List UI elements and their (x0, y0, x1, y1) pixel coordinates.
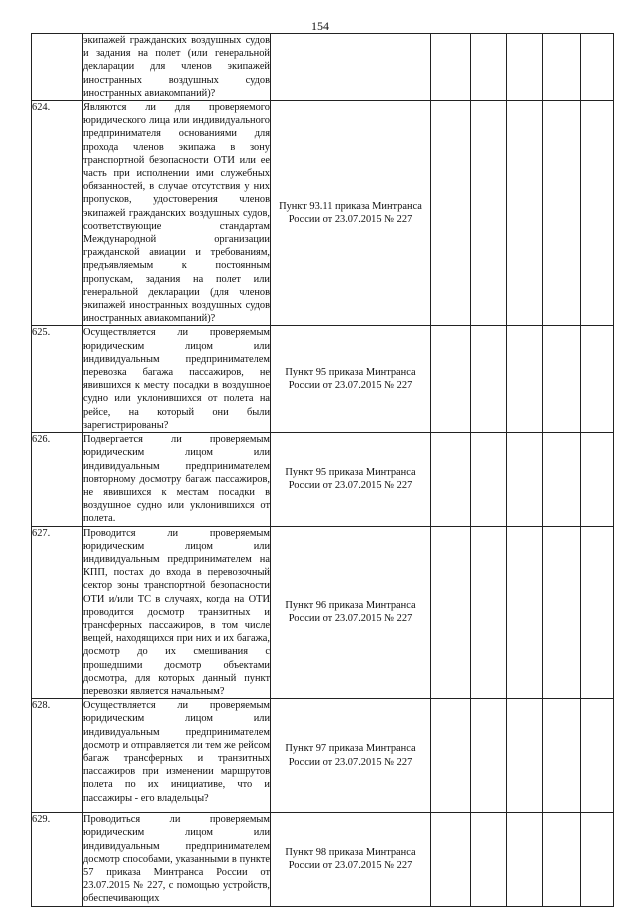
answer-cell-no[interactable] (471, 326, 507, 433)
answer-cell-other[interactable] (543, 34, 581, 101)
question-text: Проводится ли проверяемым юридическим лицом или индивидуальным предпринимателем на КПП, постах до входа в перевозочный сектор зоны транспортной безопасности ОТИ и/или ТС в случаях, когда на ОТИ проводится досмотр транзитных и трансферных пассажиров, в том числе вещей, находящихся при них и их багажа, досмотр до их смешивания с прошедшими досмотр объектами досмотра, для которых данный пункт перевозки является начальным? (83, 527, 270, 697)
page-number: 154 (311, 19, 329, 33)
question-text: экипажей гражданских воздушных судов и задания на полет (или генеральной декларации для членов экипажей иностранных воздушных судов иностранных авиакомпаний)? (83, 35, 270, 99)
legal-reference: Пункт 97 приказа Минтранса России от 23.07.2015 № 227 (271, 699, 431, 813)
question-text: Проводиться ли проверяемым юридическим лицом или индивидуальным предпринимателем досмотр способами, указанными в пункте 57 приказа Минтранса России от 23.07.2015 № 227, с помощью устройств, обеспечивающих (83, 814, 270, 905)
answer-cell-no[interactable] (471, 433, 507, 526)
row-number: 626. (32, 433, 83, 526)
table-row (32, 101, 614, 326)
notes-cell[interactable] (581, 433, 614, 526)
answer-cell-other[interactable] (543, 326, 581, 433)
checklist-table (31, 33, 614, 907)
answer-cell-other[interactable] (543, 526, 581, 699)
row-number: 629. (32, 813, 83, 906)
answer-cell-no[interactable] (471, 699, 507, 813)
notes-cell[interactable] (581, 326, 614, 433)
table-row (32, 699, 614, 813)
row-number: 625. (32, 326, 83, 433)
row-number: 628. (32, 699, 83, 813)
answer-cell-no[interactable] (471, 101, 507, 326)
table-row (32, 813, 614, 906)
answer-cell-no[interactable] (471, 813, 507, 906)
table-row (32, 326, 614, 433)
legal-reference: Пункт 95 приказа Минтранса России от 23.07.2015 № 227 (271, 433, 431, 526)
answer-cell-other[interactable] (543, 699, 581, 813)
answer-cell-no[interactable] (471, 526, 507, 699)
answer-cell-yes[interactable] (431, 526, 471, 699)
notes-cell[interactable] (581, 34, 614, 101)
notes-cell[interactable] (581, 699, 614, 813)
notes-cell[interactable] (581, 813, 614, 906)
legal-reference: Пункт 95 приказа Минтранса России от 23.07.2015 № 227 (271, 326, 431, 433)
legal-reference: Пункт 98 приказа Минтранса России от 23.07.2015 № 227 (271, 813, 431, 906)
question-text: Являются ли для проверяемого юридического лица или индивидуального предпринимателя основаниями для прохода членов экипажа в зону транспортной безопасности ОТИ или ее часть при исполнении ими служебных обязанностей, в случае отсутствия у них пропусков, удостоверения членов экипажей гражданских воздушных судов, соответствующие стандартам Международной организации гражданской авиации и требованиям, предъявляемым к постоянным пропускам, задания на полет или генеральной декларации (для членов экипажей иностранных воздушных судов иностранных авиакомпаний)? (83, 102, 270, 325)
answer-cell-other[interactable] (543, 813, 581, 906)
table-row (32, 526, 614, 699)
legal-reference: Пункт 96 приказа Минтранса России от 23.07.2015 № 227 (271, 526, 431, 699)
question-text: Подвергается ли проверяемым юридическим лицом или индивидуальным предпринимателем повторному досмотру багаж пассажиров, не явившихся к местам посадки в воздушное судно или уклонившихся от полета. (83, 434, 270, 525)
table-row (32, 34, 614, 101)
row-number (32, 34, 83, 101)
answer-cell-na[interactable] (507, 699, 543, 813)
answer-cell-na[interactable] (507, 34, 543, 101)
legal-reference: Пункт 93.11 приказа Минтранса России от 23.07.2015 № 227 (271, 101, 431, 326)
notes-cell[interactable] (581, 526, 614, 699)
answer-cell-yes[interactable] (431, 699, 471, 813)
question-text: Осуществляется ли проверяемым юридическим лицом или индивидуальным предпринимателем досмотр и отправляется ли тем же рейсом багаж трансферных и транзитных пассажиров при изменении маршрутов полета по их инициативе, что и пассажиры - его владельцы? (83, 699, 271, 813)
notes-cell[interactable] (581, 101, 614, 326)
answer-cell-other[interactable] (543, 101, 581, 326)
answer-cell-other[interactable] (543, 433, 581, 526)
answer-cell-na[interactable] (507, 326, 543, 433)
answer-cell-yes[interactable] (431, 101, 471, 326)
table-row (32, 433, 614, 526)
answer-cell-yes[interactable] (431, 433, 471, 526)
answer-cell-na[interactable] (507, 101, 543, 326)
answer-cell-yes[interactable] (431, 326, 471, 433)
answer-cell-na[interactable] (507, 813, 543, 906)
legal-reference (271, 34, 431, 101)
answer-cell-na[interactable] (507, 433, 543, 526)
row-number: 624. (32, 101, 83, 326)
answer-cell-no[interactable] (471, 34, 507, 101)
answer-cell-yes[interactable] (431, 34, 471, 101)
question-text: Осуществляется ли проверяемым юридическим лицом или индивидуальным предпринимателем перевозка багажа пассажиров, не явившихся к месту посадки в воздушное судно или уклонившихся от полета на рейсе, на который они были зарегистрированы? (83, 327, 270, 431)
answer-cell-na[interactable] (507, 526, 543, 699)
row-number: 627. (32, 526, 83, 699)
answer-cell-yes[interactable] (431, 813, 471, 906)
